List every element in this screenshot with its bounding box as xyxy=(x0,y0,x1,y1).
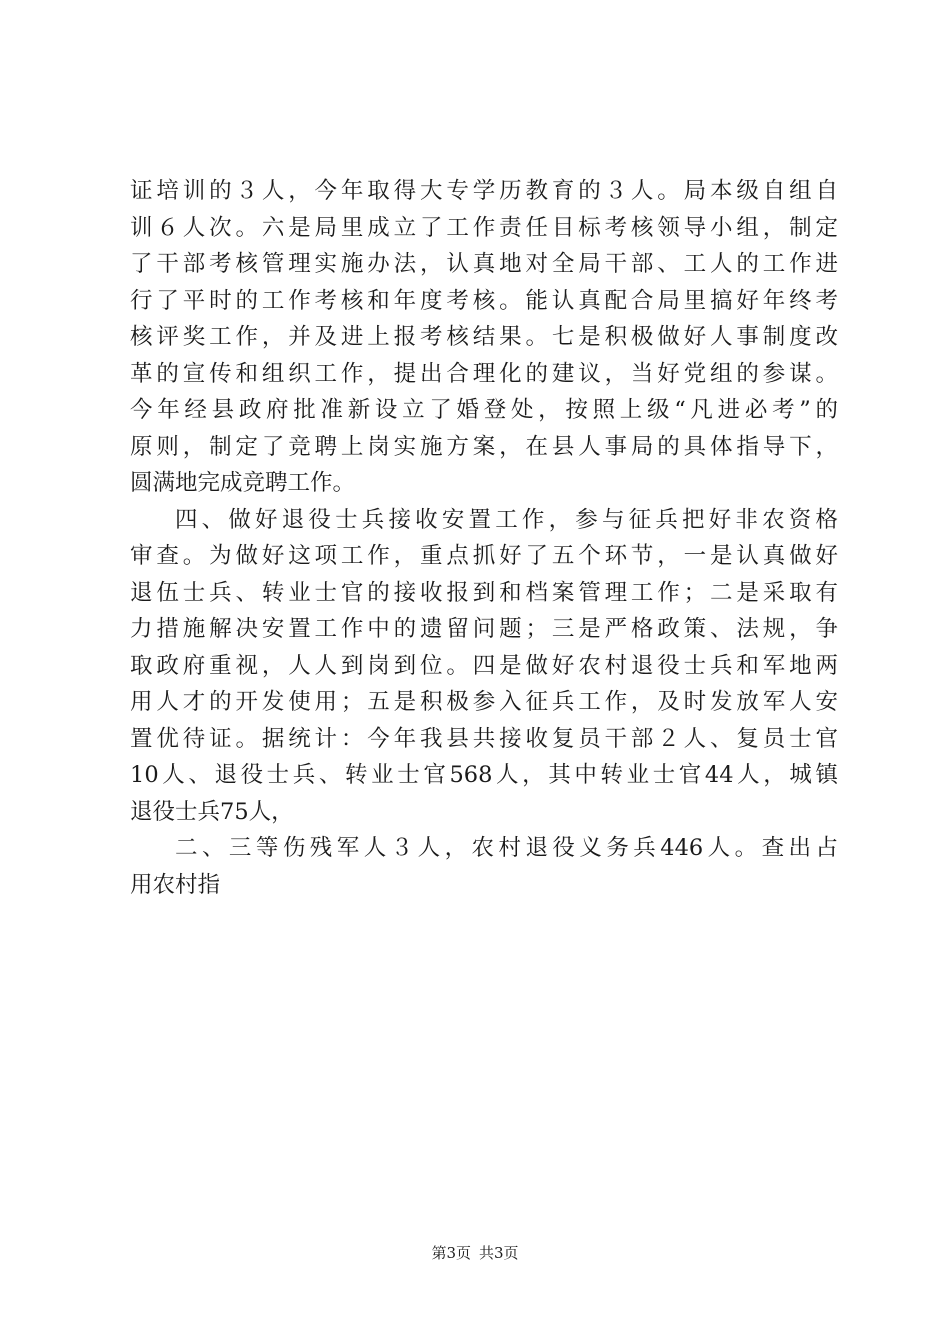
text-line: 训６人次。六是局里成立了工作责任目标考核领导小组，制定 xyxy=(130,214,838,241)
text-line: 10人、退役士兵、转业士官568人，其中转业士官44人，城镇 xyxy=(130,762,838,788)
page-number: 第3页 xyxy=(431,1244,471,1262)
paragraph-start-line: 二、三等伤残军人３人，农村退役义务兵446人。查出占 xyxy=(175,835,838,861)
page-total: 共3页 xyxy=(479,1244,519,1262)
text-line: 置优待证。据统计：今年我县共接收复员干部２人、复员士官 xyxy=(130,725,838,752)
text-line: 用农村指 xyxy=(130,871,221,898)
text-line: 用人才的开发使用；五是积极参入征兵工作，及时发放军人安 xyxy=(130,689,838,715)
text-line: 退役士兵75人， xyxy=(130,798,294,825)
page-footer xyxy=(0,1243,950,1263)
paragraph-start-line: 四、做好退役士兵接收安置工作，参与征兵把好非农资格 xyxy=(175,506,838,533)
text-line: 革的宣传和组织工作，提出合理化的建议，当好党组的参谋。 xyxy=(130,360,838,387)
text-line: 行了平时的工作考核和年度考核。能认真配合局里搞好年终考 xyxy=(130,287,838,314)
text-line: 证培训的３人，今年取得大专学历教育的３人。局本级自组自 xyxy=(130,178,838,204)
text-line: 今年经县政府批准新设立了婚登处，按照上级“凡进必考”的 xyxy=(130,397,838,423)
text-line: 圆满地完成竞聘工作。 xyxy=(130,470,356,496)
text-line: 取政府重视，人人到岗到位。四是做好农村退役士兵和军地两 xyxy=(130,652,838,679)
document-body xyxy=(130,173,838,903)
text-line: 原则，制定了竞聘上岗实施方案，在县人事局的具体指导下， xyxy=(130,433,838,460)
text-line: 了干部考核管理实施办法，认真地对全局干部、工人的工作进 xyxy=(130,251,838,277)
text-line: 退伍士兵、转业士官的接收报到和档案管理工作；二是采取有 xyxy=(130,579,838,606)
text-line: 力措施解决安置工作中的遗留问题；三是严格政策、法规，争 xyxy=(130,616,838,642)
text-line: 审查。为做好这项工作，重点抓好了五个环节，一是认真做好 xyxy=(130,543,838,569)
text-line: 核评奖工作，并及进上报考核结果。七是积极做好人事制度改 xyxy=(130,324,838,350)
